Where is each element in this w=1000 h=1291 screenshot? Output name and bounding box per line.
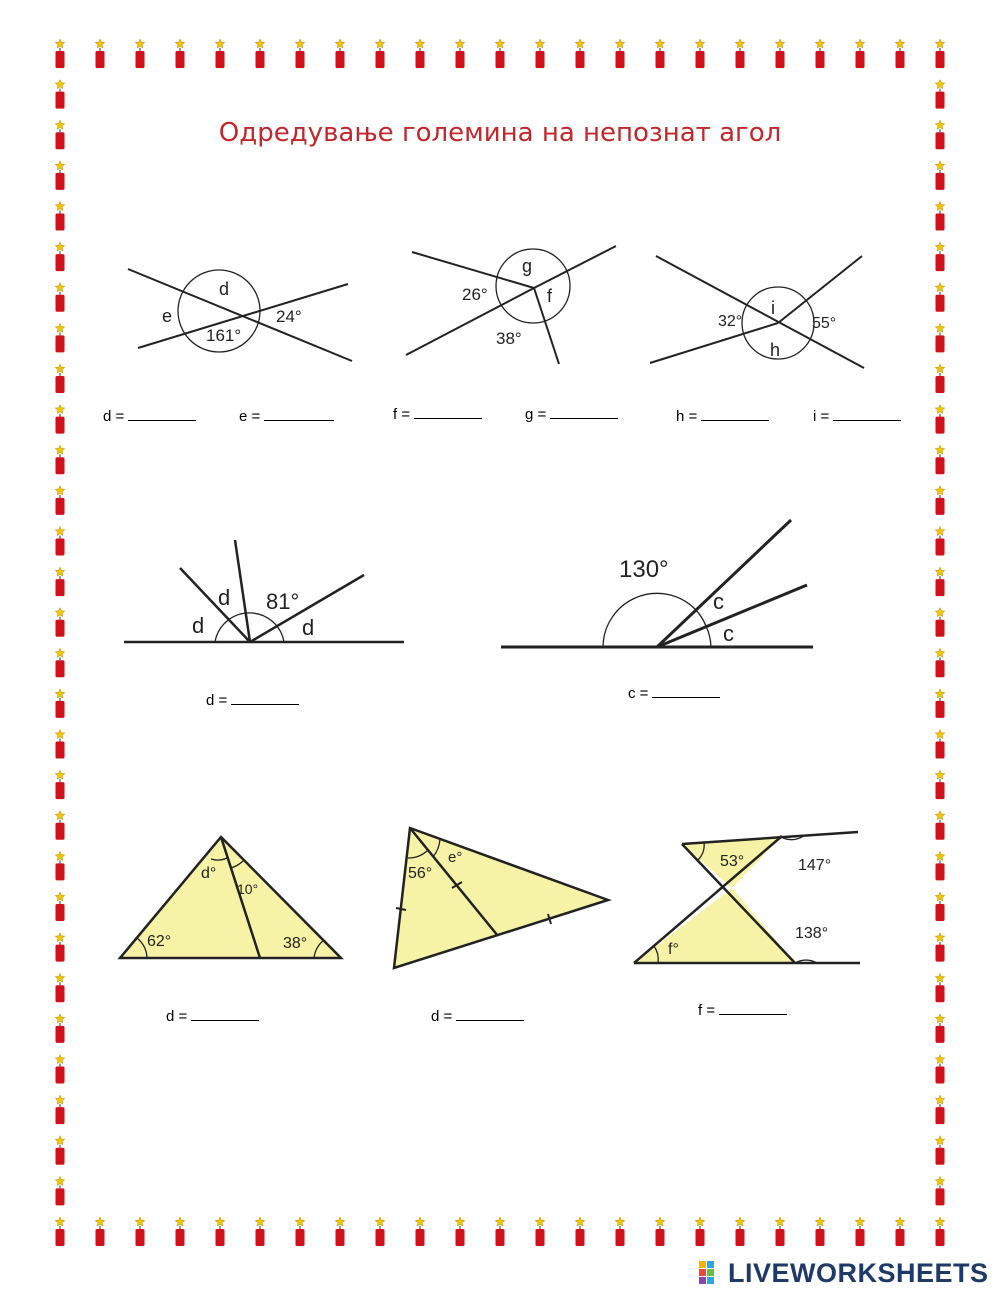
- line: [650, 323, 781, 363]
- candle-icon: [335, 39, 345, 68]
- candle-icon: [415, 1217, 425, 1246]
- answer-g: g =: [525, 404, 618, 423]
- candle-icon: [615, 1217, 625, 1246]
- answer-d-4: d =: [431, 1006, 524, 1025]
- candle-icon: [55, 445, 65, 474]
- candle-icon: [535, 1217, 545, 1246]
- candle-icon: [215, 1217, 225, 1246]
- candle-icon: [935, 892, 945, 921]
- candle-icon: [935, 1055, 945, 1084]
- candle-icon: [255, 39, 265, 68]
- triangle-bottom: [634, 888, 795, 963]
- candle-icon: [135, 1217, 145, 1246]
- candle-icon: [215, 39, 225, 68]
- liveworksheets-watermark: [698, 1256, 989, 1290]
- candle-icon: [55, 1055, 65, 1084]
- candle-icon: [695, 39, 705, 68]
- candle-icon: [55, 1014, 65, 1043]
- answer-blank[interactable]: [550, 404, 618, 419]
- candle-icon: [375, 39, 385, 68]
- candle-icon: [615, 39, 625, 68]
- candle-icon: [935, 364, 945, 393]
- angle-label: 38°: [283, 935, 308, 952]
- candle-icon: [55, 364, 65, 393]
- angle-label: 26°: [462, 285, 488, 304]
- figure-intersecting-lines-1: [120, 255, 360, 365]
- candle-icon: [935, 973, 945, 1002]
- answer-blank[interactable]: [652, 683, 720, 698]
- figure-intersecting-lines-3: [646, 250, 876, 375]
- candle-icon: [55, 1217, 65, 1246]
- candle-icon: [815, 39, 825, 68]
- candle-icon: [935, 161, 945, 190]
- candle-icon: [575, 39, 585, 68]
- angle-label: d°: [201, 865, 217, 882]
- answer-blank[interactable]: [128, 406, 196, 421]
- answer-blank[interactable]: [719, 1000, 787, 1015]
- answer-blank[interactable]: [414, 404, 482, 419]
- candle-icon: [55, 526, 65, 555]
- angle-arc: [695, 609, 706, 626]
- liveworksheets-logo-icon: [698, 1260, 724, 1286]
- candle-icon: [495, 39, 505, 68]
- answer-e: e =: [239, 406, 334, 425]
- candle-icon: [575, 1217, 585, 1246]
- candle-icon: [935, 608, 945, 637]
- candle-icon: [55, 933, 65, 962]
- angle-arc: [603, 593, 695, 647]
- figure-intersecting-lines-2: [400, 240, 630, 370]
- answer-i: i =: [813, 406, 901, 425]
- candle-icon: [55, 283, 65, 312]
- line: [412, 252, 534, 288]
- angle-label: 130°: [619, 556, 669, 583]
- candle-icon: [815, 1217, 825, 1246]
- angle-label: d: [218, 585, 231, 610]
- candle-icon: [375, 1217, 385, 1246]
- candle-icon: [935, 1095, 945, 1124]
- watermark-text: LIVEWORKSHEETS: [728, 1257, 989, 1288]
- candle-icon: [935, 811, 945, 840]
- angle-label: 53°: [720, 853, 745, 870]
- answer-blank[interactable]: [456, 1006, 524, 1021]
- candle-icon: [295, 39, 305, 68]
- angle-label: d: [302, 615, 315, 640]
- candle-icon: [55, 730, 65, 759]
- answer-h: h =: [676, 406, 769, 425]
- ray: [235, 540, 250, 642]
- angle-label: 10°: [237, 881, 259, 897]
- candle-icon: [935, 770, 945, 799]
- candle-icon: [935, 242, 945, 271]
- candle-icon: [55, 892, 65, 921]
- candle-icon: [55, 323, 65, 352]
- candle-icon: [935, 1217, 945, 1246]
- candle-icon: [935, 80, 945, 109]
- candle-icon: [55, 80, 65, 109]
- candle-icon: [935, 445, 945, 474]
- answer-f-2: f =: [698, 1000, 787, 1019]
- angle-label: 56°: [408, 865, 433, 882]
- candle-icon: [935, 283, 945, 312]
- figure-angles-on-line: [120, 535, 410, 650]
- angle-label: 55°: [812, 315, 837, 332]
- angle-label: 32°: [718, 313, 743, 330]
- candle-icon: [655, 39, 665, 68]
- angle-label: e: [162, 306, 173, 326]
- candle-icon: [95, 1217, 105, 1246]
- candle-icon: [95, 39, 105, 68]
- candle-icon: [935, 933, 945, 962]
- candle-icon: [55, 689, 65, 718]
- angle-label: c: [723, 621, 734, 646]
- candle-icon: [55, 161, 65, 190]
- line: [534, 246, 616, 288]
- candle-icon: [55, 851, 65, 880]
- candle-icon: [855, 1217, 865, 1246]
- candle-icon: [55, 1095, 65, 1124]
- angle-label: 81°: [266, 589, 300, 614]
- candle-icon: [735, 1217, 745, 1246]
- angle-label: 24°: [276, 307, 302, 326]
- angle-circle: [496, 249, 570, 323]
- answer-blank[interactable]: [191, 1006, 259, 1021]
- candle-icon: [535, 39, 545, 68]
- candle-icon: [895, 39, 905, 68]
- candle-icon: [55, 242, 65, 271]
- candle-icon: [55, 973, 65, 1002]
- candle-icon: [55, 486, 65, 515]
- candle-icon: [735, 39, 745, 68]
- candle-icon: [935, 1014, 945, 1043]
- answer-blank[interactable]: [231, 690, 299, 705]
- candle-icon: [55, 1136, 65, 1165]
- candle-icon: [655, 1217, 665, 1246]
- candle-icon: [335, 1217, 345, 1246]
- candle-icon: [455, 1217, 465, 1246]
- candle-icon: [55, 405, 65, 434]
- angle-label: 147°: [798, 857, 832, 874]
- candle-icon: [935, 1176, 945, 1205]
- candle-icon: [775, 1217, 785, 1246]
- angle-label: d: [219, 279, 230, 299]
- answer-c: c =: [628, 683, 720, 702]
- angle-label: d: [192, 613, 205, 638]
- candle-icon: [935, 486, 945, 515]
- candle-icon: [55, 202, 65, 231]
- candle-icon: [455, 39, 465, 68]
- angle-arc: [706, 626, 711, 647]
- angle-label: i: [771, 298, 775, 318]
- candle-icon: [175, 39, 185, 68]
- candle-icon: [935, 1136, 945, 1165]
- candle-icon: [55, 567, 65, 596]
- angle-label: h: [770, 340, 781, 360]
- candle-icon: [935, 405, 945, 434]
- angle-label: 161°: [206, 326, 242, 345]
- answer-blank[interactable]: [701, 406, 769, 421]
- angle-label: f°: [668, 941, 679, 958]
- answer-d-2: d =: [206, 690, 299, 709]
- angle-label: c: [713, 589, 724, 614]
- candle-icon: [935, 648, 945, 677]
- candle-icon: [495, 1217, 505, 1246]
- candle-icon: [935, 323, 945, 352]
- answer-d-3: d =: [166, 1006, 259, 1025]
- candle-icon: [415, 39, 425, 68]
- candle-icon: [175, 1217, 185, 1246]
- angle-label: e°: [448, 849, 463, 866]
- candle-icon: [935, 730, 945, 759]
- answer-blank[interactable]: [264, 406, 334, 421]
- candle-icon: [695, 1217, 705, 1246]
- page-title: Одредување големина на непознат агол: [218, 118, 782, 148]
- candle-icon: [935, 851, 945, 880]
- candle-icon: [55, 39, 65, 68]
- angle-label: 138°: [795, 925, 829, 942]
- answer-blank[interactable]: [833, 406, 901, 421]
- candle-icon: [775, 39, 785, 68]
- candle-icon: [895, 1217, 905, 1246]
- candle-icon: [295, 1217, 305, 1246]
- candle-icon: [55, 648, 65, 677]
- candle-icon: [935, 39, 945, 68]
- answer-f: f =: [393, 404, 482, 423]
- figure-crossed-triangles: [630, 826, 865, 971]
- candle-icon: [855, 39, 865, 68]
- candle-icon: [255, 1217, 265, 1246]
- answer-d: d =: [103, 406, 196, 425]
- candle-icon: [55, 770, 65, 799]
- candle-icon: [135, 39, 145, 68]
- candle-icon: [935, 202, 945, 231]
- candle-icon: [935, 689, 945, 718]
- figure-triangle-2: [388, 822, 618, 972]
- figure-angles-on-line-2: [495, 515, 825, 655]
- candle-icon: [935, 567, 945, 596]
- candle-icon: [55, 1176, 65, 1205]
- angle-label: 38°: [496, 329, 522, 348]
- figure-triangle-1: [115, 832, 350, 967]
- angle-label: g: [522, 256, 533, 276]
- angle-label: f: [547, 286, 553, 306]
- candle-icon: [55, 811, 65, 840]
- candle-icon: [55, 608, 65, 637]
- angle-label: 62°: [147, 933, 172, 950]
- candle-icon: [935, 526, 945, 555]
